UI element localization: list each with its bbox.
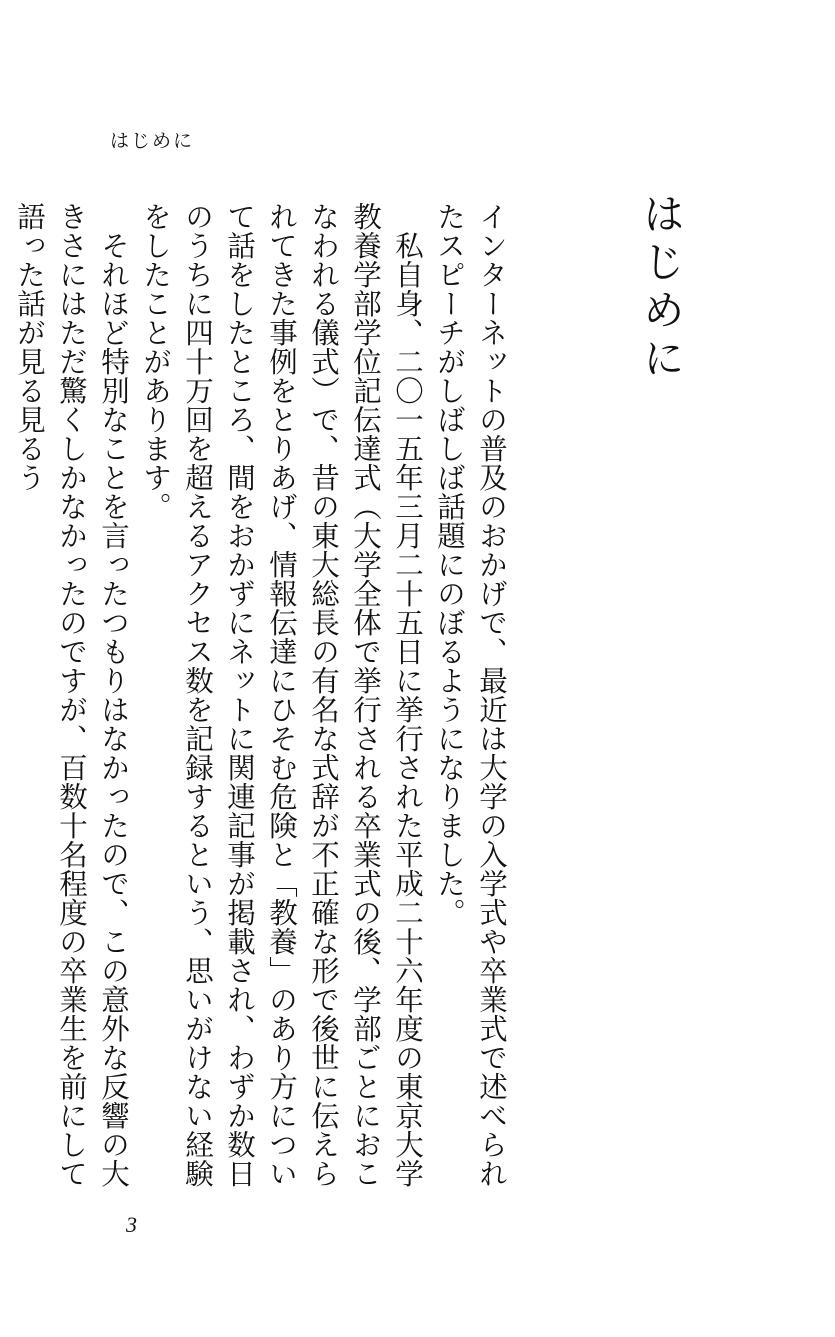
- page-number: 3: [126, 1212, 137, 1237]
- paragraph-3: それほど特別なことを言ったつもりはなかったので、この意外な反響の大きさにはただ驚くしかなかったのですが、百数十名程度の卒業生を前にして語った話が見る見るう: [13, 202, 130, 1188]
- paragraph-2: 私自身、二〇一五年三月二十五日に挙行された平成二十六年度の東京大学教養学部学位記伝達式（大学全体で挙行される卒業式の後、学部ごとにおこなわれる儀式）で、昔の東大総長の有名な式辞が不正確な形で後世に伝えられてきた事例をとりあげ、情報伝達にひそむ危険と「教養」のあり方について話をしたところ、間をおかずにネットに関連記事が掲載され、わずか数日のうちに四十万回を超えるアクセス数を記録するという、思いがけない経験をしたことがあります。: [139, 202, 424, 1188]
- chapter-title: はじめに: [637, 192, 686, 384]
- running-head: はじめに: [110, 130, 195, 152]
- body-text: [13, 202, 512, 1194]
- paragraph-1: インターネットの普及のおかげで、最近は大学の入学式や卒業式で述べられたスピーチがしばしば話題にのぼるようになりました。: [433, 202, 508, 1188]
